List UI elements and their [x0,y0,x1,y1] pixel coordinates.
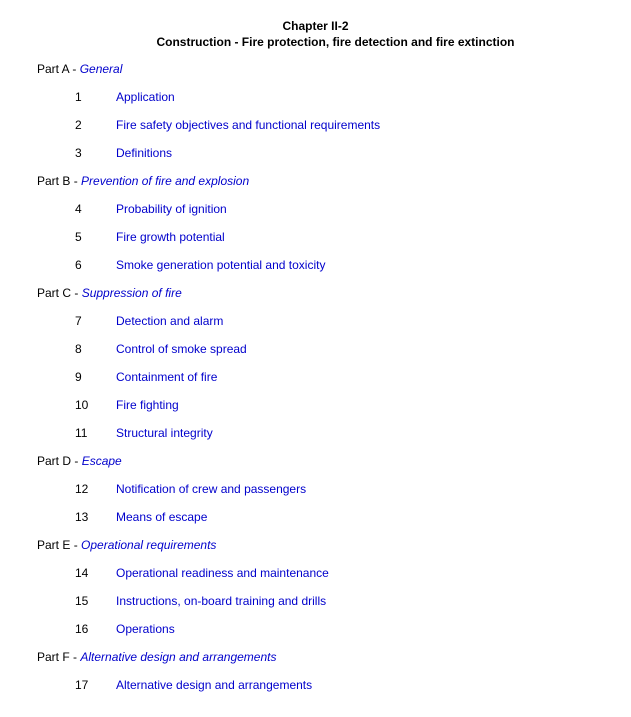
regulation-link[interactable]: Means of escape [116,510,208,524]
part-title-link[interactable]: Escape [81,454,122,468]
regulation-number: 4 [75,202,82,216]
regulation-link[interactable]: Operational readiness and maintenance [116,566,329,580]
regulation-row [37,312,617,340]
chapter-header [0,18,631,50]
regulation-link[interactable]: Containment of fire [116,370,218,384]
part-heading [37,452,617,480]
part-label: Part D [37,454,72,468]
part-label: Part C [37,286,72,300]
part-heading [37,284,617,312]
regulation-link[interactable]: Operations [116,622,175,636]
regulation-number: 2 [75,118,82,132]
regulation-number: 17 [75,678,89,692]
part-label: Part B [37,174,71,188]
part-title-link[interactable]: Suppression of fire [81,286,182,300]
part-title-link[interactable]: Alternative design and arrangements [80,650,277,664]
regulation-number: 12 [75,482,89,496]
regulation-row [37,396,617,424]
regulation-row [37,256,617,284]
part-separator: - [70,538,82,552]
part-title-link[interactable]: General [79,62,123,76]
part-heading [37,172,617,200]
part-label: Part A [37,62,70,76]
regulation-number: 10 [75,398,89,412]
regulation-number: 11 [75,426,88,440]
table-of-contents [37,60,617,704]
regulation-link[interactable]: Application [116,90,175,104]
part-separator: - [71,454,82,468]
part-separator: - [70,174,82,188]
regulation-link[interactable]: Instructions, on-board training and drills [116,594,327,608]
regulation-number: 15 [75,594,89,608]
part-heading [37,536,617,564]
regulation-number: 1 [75,90,82,104]
regulation-link[interactable]: Smoke generation potential and toxicity [116,258,326,272]
part-label: Part F [37,650,70,664]
regulation-row [37,340,617,368]
part-heading [37,60,617,88]
regulation-row [37,368,617,396]
regulation-link[interactable]: Control of smoke spread [116,342,247,356]
regulation-row [37,508,617,536]
regulation-link[interactable]: Definitions [116,146,173,160]
regulation-row [37,620,617,648]
regulation-number: 16 [75,622,89,636]
regulation-number: 9 [75,370,82,384]
regulation-number: 8 [75,342,82,356]
regulation-number: 7 [75,314,82,328]
regulation-row [37,116,617,144]
part-heading [37,648,617,676]
regulation-number: 6 [75,258,82,272]
part-separator: - [71,286,82,300]
part-label: Part E [37,538,71,552]
regulation-number: 5 [75,230,82,244]
regulation-row [37,676,617,704]
chapter-title: Chapter II-2 [282,19,349,33]
regulation-link[interactable]: Fire safety objectives and functional requirements [116,118,381,132]
regulation-number: 14 [75,566,89,580]
regulation-number: 13 [75,510,89,524]
regulation-row [37,88,617,116]
regulation-link[interactable]: Structural integrity [116,426,213,440]
regulation-link[interactable]: Alternative design and arrangements [116,678,313,692]
regulation-row [37,564,617,592]
regulation-row [37,592,617,620]
regulation-row [37,144,617,172]
part-title-link[interactable]: Operational requirements [81,538,217,552]
part-separator: - [69,650,81,664]
regulation-row [37,424,617,452]
regulation-number: 3 [75,146,82,160]
regulation-link[interactable]: Fire fighting [116,398,179,412]
regulation-link[interactable]: Fire growth potential [116,230,225,244]
regulation-row [37,228,617,256]
regulation-row [37,200,617,228]
regulation-link[interactable]: Detection and alarm [116,314,224,328]
regulation-link[interactable]: Notification of crew and passengers [116,482,307,496]
part-title-link[interactable]: Prevention of fire and explosion [81,174,250,188]
regulation-link[interactable]: Probability of ignition [116,202,227,216]
part-separator: - [69,62,80,76]
chapter-subtitle: Construction - Fire protection, fire detection and fire extinction [156,35,515,49]
regulation-row [37,480,617,508]
